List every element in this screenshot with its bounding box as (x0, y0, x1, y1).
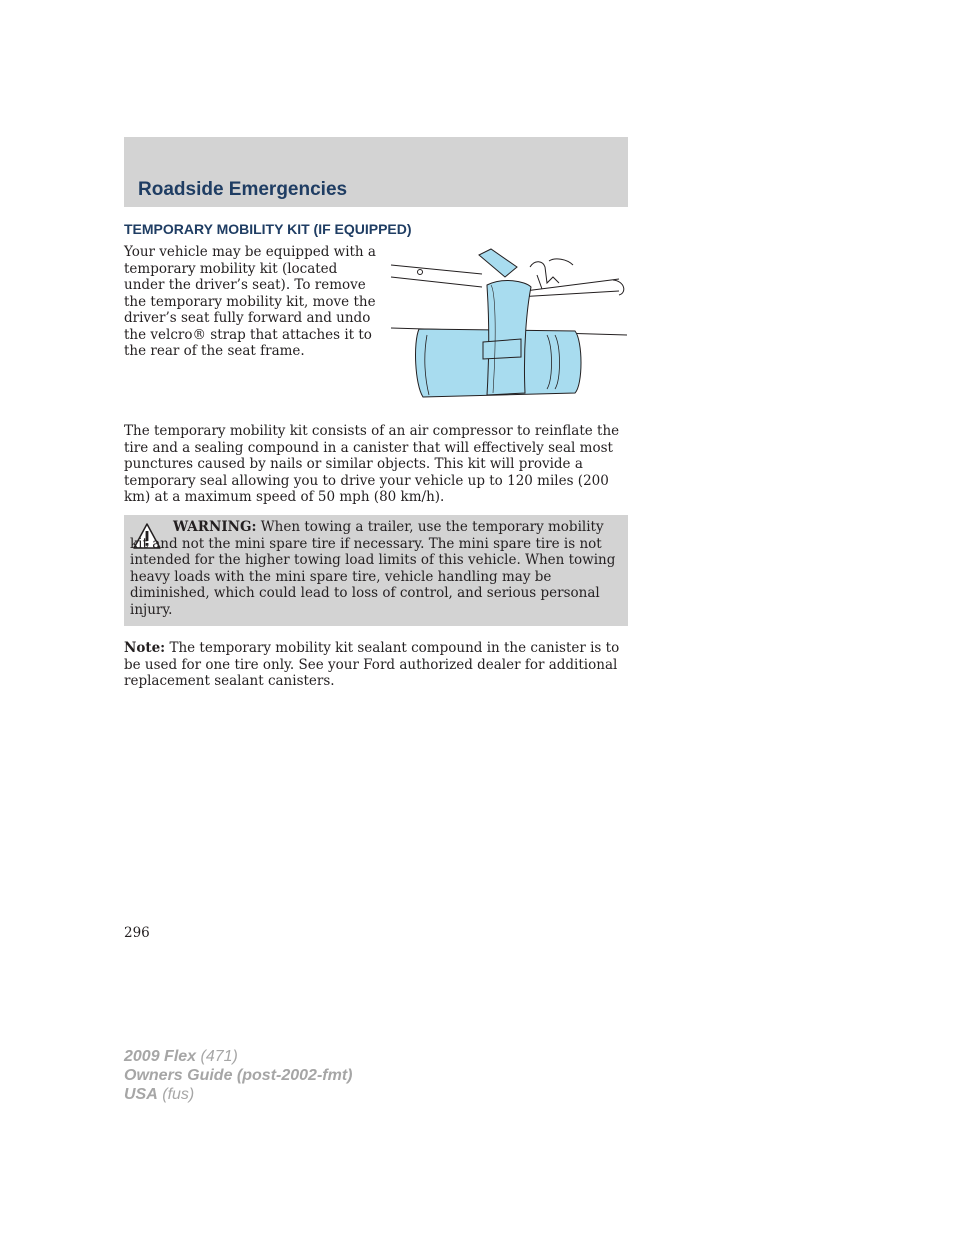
note-paragraph (124, 640, 628, 690)
warning-box (124, 515, 628, 626)
footer-region-code: (fus) (162, 1086, 195, 1103)
note-body: The temporary mobility kit sealant compound in the canister is to be used for one tire only. See your Ford authorized dealer for additional replacement sealant canisters. (124, 640, 620, 689)
intro-paragraph: Your vehicle may be equipped with a temporary mobility kit (located under the driver’s seat). To remove the temporary mobility kit, move the driver’s seat fully forward and undo the velcro® strap that attaches it to the rear of the seat frame. (124, 244, 376, 359)
mobility-kit-illustration (387, 247, 629, 399)
page-title: Roadside Emergencies (138, 179, 348, 200)
footer-model-code: (471) (200, 1048, 238, 1065)
document-footer (124, 1047, 352, 1104)
warning-body: When towing a trailer, use the temporary mobility kit and not the mini spare tire if necessary. The mini spare tire is not intended for the higher towing load limits of this vehicle. When towing heavy loads with the mini spare tire, vehicle handling may be diminished, which could lead to loss of control, and serious personal injury. (130, 519, 616, 618)
note-label: Note: (124, 640, 166, 656)
page-number: 296 (124, 925, 150, 941)
footer-line-region (124, 1085, 352, 1104)
section-header-band (124, 137, 628, 207)
footer-model: 2009 Flex (124, 1048, 197, 1065)
section-heading: TEMPORARY MOBILITY KIT (IF EQUIPPED) (124, 221, 412, 237)
body-paragraph: The temporary mobility kit consists of an air compressor to reinflate the tire and a sealing compound in a canister that will effectively seal most punctures caused by nails or similar objects. This kit will provide a temporary seal allowing you to drive your vehicle up to 120 miles (200 km) at a maximum speed of 50 mph (80 km/h). (124, 423, 620, 505)
footer-guide: Owners Guide (post-2002-fmt) (124, 1067, 353, 1084)
footer-line-model (124, 1047, 352, 1066)
warning-text (130, 519, 622, 618)
footer-region: USA (124, 1086, 158, 1103)
warning-label: WARNING: (173, 519, 257, 535)
